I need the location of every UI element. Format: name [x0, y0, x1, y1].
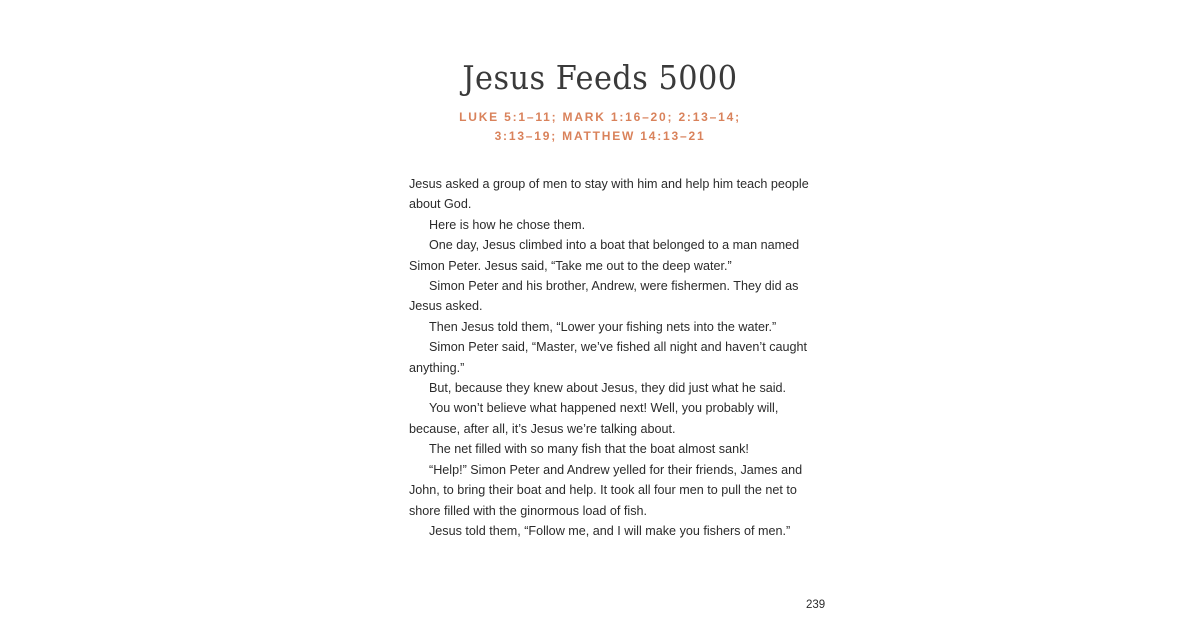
paragraph: Then Jesus told them, “Lower your fishing nets into the water.” — [429, 319, 777, 334]
paragraph: Simon Peter and his brother, Andrew, were fishermen. They did as Jesus asked. — [409, 279, 799, 314]
paragraph: One day, Jesus climbed into a boat that belonged to a man named Simon Peter. Jesus said, “Take me out to the deep water.” — [409, 238, 800, 273]
paragraph: The net filled with so many fish that the boat almost sank! — [429, 442, 749, 457]
scripture-references — [0, 108, 1200, 146]
paragraph: Simon Peter said, “Master, we’ve fished all night and haven’t caught anything.” — [409, 340, 808, 375]
paragraph: Jesus told them, “Follow me, and I will make you fishers of men.” — [429, 523, 791, 538]
story-body — [409, 174, 809, 541]
scripture-reference-line: 3:13–19; MATTHEW 14:13–21 — [494, 129, 706, 143]
paragraph: Here is how he chose them. — [429, 217, 586, 232]
scripture-reference-line: LUKE 5:1–11; MARK 1:16–20; 2:13–14; — [459, 110, 741, 124]
paragraph: “Help!” Simon Peter and Andrew yelled for their friends, James and John, to bring their boat and help. It took all four men to pull the net to shore filled with the ginormous load of fish. — [409, 462, 803, 518]
page-number: 239 — [806, 599, 826, 611]
page-title: Jesus Feeds 5000 — [462, 58, 738, 97]
paragraph: Jesus asked a group of men to stay with him and help him teach people about God. — [409, 177, 809, 212]
paragraph: You won’t believe what happened next! Well, you probably will, because, after all, it’s Jesus we’re talking about. — [409, 401, 779, 436]
paragraph: But, because they knew about Jesus, they did just what he said. — [429, 381, 787, 396]
